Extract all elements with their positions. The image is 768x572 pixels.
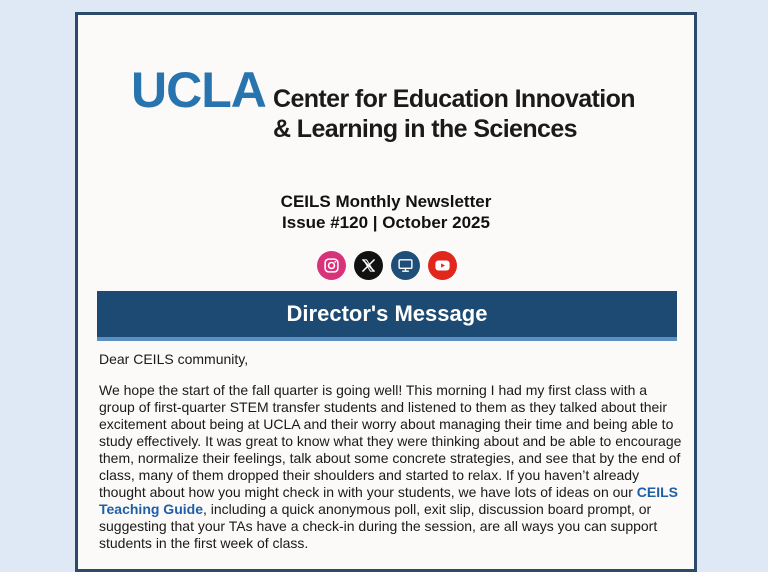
- logo-ucla-mark: UCLA: [131, 62, 266, 118]
- newsletter-issue: Issue #120 | October 2025: [282, 213, 490, 232]
- logo-line-1: Center for Education Innovation: [273, 85, 635, 113]
- message-paragraph: [99, 382, 684, 552]
- greeting-text: Dear CEILS community,: [99, 351, 249, 367]
- ceils-logo[interactable]: [131, 62, 651, 145]
- section-banner: [97, 291, 677, 341]
- paragraph-text-after-link: , including a quick anonymous poll, exit slip, discussion board prompt, or suggesting that your TAs have a check-in during the session, are all ways you can support students in the first week of class.: [99, 501, 658, 551]
- logo-line-2: & Learning in the Sciences: [273, 115, 577, 143]
- website-monitor-icon[interactable]: [391, 251, 420, 280]
- x-twitter-icon[interactable]: [354, 251, 383, 280]
- paragraph-text-before-link: We hope the start of the fall quarter is going well! This morning I had my first class with a group of first-quarter STEM transfer students and listened to them as they talked about their excitement about being at UCLA and their worry about managing their time and being able to study effectively. It was great to know what they were thinking about and be able to encourage them, normalize their feelings, talk about some concrete strategies, and see that by the end of class, many of them dropped their shoulders and started to relax. If you haven’t already thought about how you might check in with your students, we have lots of ideas on our: [99, 382, 682, 500]
- social-links: [317, 251, 457, 280]
- youtube-icon[interactable]: [428, 251, 457, 280]
- newsletter-container: [75, 12, 697, 572]
- ceils-teaching-guide-link[interactable]: CEILS Teaching Guide: [99, 484, 678, 517]
- newsletter-title: CEILS Monthly Newsletter: [280, 192, 492, 211]
- banner-heading: Director's Message: [286, 301, 488, 326]
- instagram-icon[interactable]: [317, 251, 346, 280]
